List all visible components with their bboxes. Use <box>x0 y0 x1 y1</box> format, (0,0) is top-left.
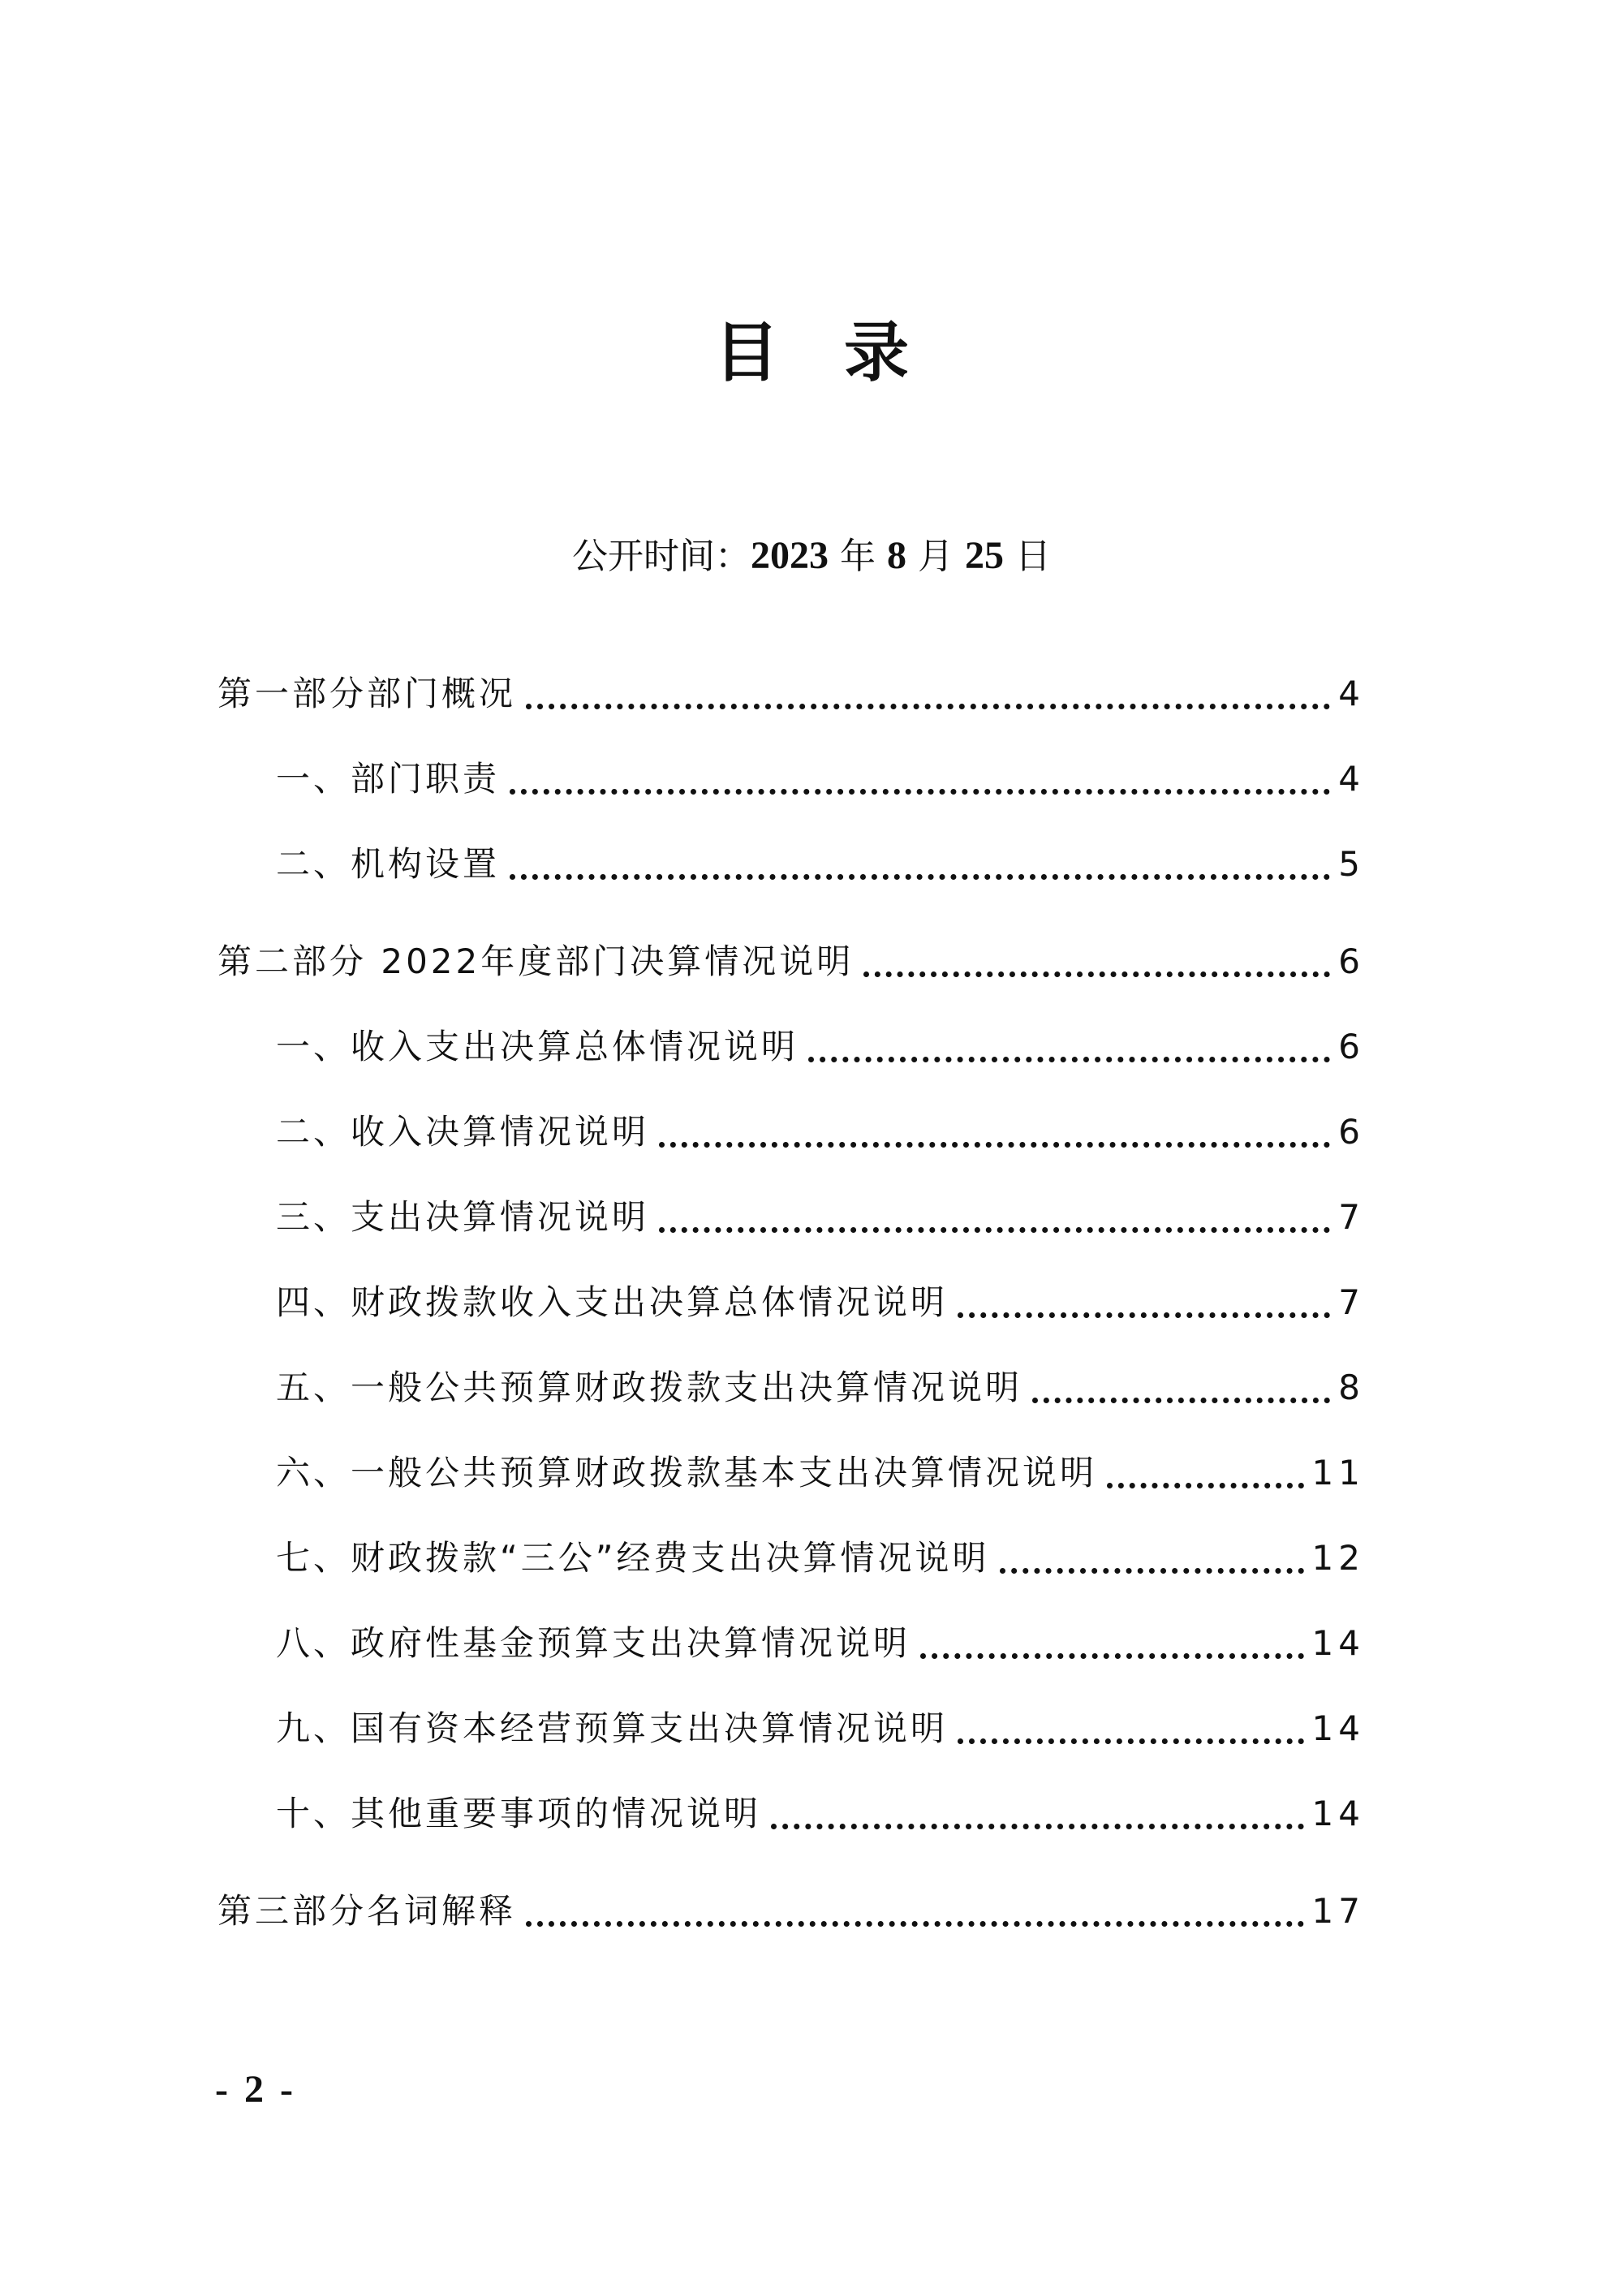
publish-day-unit: 日 <box>1015 536 1051 577</box>
toc-entry-part1[interactable] <box>217 666 1365 722</box>
toc-leader-dots <box>863 971 1330 977</box>
toc-entry-page: 14 <box>1311 1708 1365 1748</box>
toc-leader-dots <box>771 1824 1304 1829</box>
toc-entry-part2[interactable] <box>217 933 1365 990</box>
toc-entry-basic-expenditure[interactable] <box>276 1445 1365 1501</box>
toc-leader-dots <box>1107 1483 1304 1488</box>
toc-leader-dots <box>920 1653 1304 1659</box>
toc-entry-three-public[interactable] <box>276 1530 1365 1587</box>
toc-entry-label: 一、部门职责 <box>276 759 501 799</box>
toc-entry-general-budget[interactable] <box>276 1359 1365 1416</box>
toc-entry-fiscal-overall[interactable] <box>276 1274 1365 1331</box>
toc-entry-organization[interactable] <box>276 836 1365 893</box>
toc-leader-dots <box>510 874 1330 880</box>
toc-entry-label: 一、收入支出决算总体情况说明 <box>276 1027 799 1066</box>
toc-entry-part3[interactable] <box>217 1883 1365 1940</box>
toc-entry-label: 二、机构设置 <box>276 844 501 884</box>
toc-entry-page: 7 <box>1338 1282 1365 1322</box>
toc-entry-page: 17 <box>1311 1891 1365 1931</box>
publish-year-unit: 年 <box>840 536 876 577</box>
toc-entry-state-capital[interactable] <box>276 1700 1365 1757</box>
publish-year: 2023 <box>751 534 829 577</box>
toc-leader-dots <box>510 789 1330 795</box>
toc-entry-gov-fund[interactable] <box>276 1615 1365 1672</box>
toc-entry-label: 第二部分 2022年度部门决算情况说明 <box>217 941 855 981</box>
toc-entry-other-matters[interactable] <box>276 1786 1365 1842</box>
publish-day: 25 <box>965 534 1004 577</box>
toc-entry-page: 6 <box>1338 941 1365 981</box>
toc-leader-dots <box>1000 1568 1304 1574</box>
toc-entry-label: 九、国有资本经营预算支出决算情况说明 <box>276 1708 949 1748</box>
toc-leader-dots <box>526 1921 1304 1927</box>
toc-entry-income[interactable] <box>276 1104 1365 1161</box>
toc-entry-label: 第一部分部门概况 <box>217 674 517 713</box>
toc-leader-dots <box>526 704 1330 709</box>
toc-entry-duties[interactable] <box>276 751 1365 808</box>
toc-entry-label: 十、其他重要事项的情况说明 <box>276 1794 762 1833</box>
publish-month-unit: 月 <box>918 536 954 577</box>
toc-entry-label: 六、一般公共预算财政拨款基本支出决算情况说明 <box>276 1453 1098 1493</box>
toc-entry-page: 4 <box>1338 759 1365 799</box>
table-of-contents <box>217 0 1365 2296</box>
toc-entry-label: 七、财政拨款“三公”经费支出决算情况说明 <box>276 1538 990 1578</box>
toc-entry-label: 三、支出决算情况说明 <box>276 1197 650 1237</box>
toc-entry-page: 8 <box>1338 1368 1365 1407</box>
toc-leader-dots <box>958 1312 1330 1318</box>
toc-leader-dots <box>1032 1398 1330 1403</box>
toc-entry-page: 14 <box>1311 1623 1365 1663</box>
toc-title: 目录 <box>714 315 974 390</box>
page-number: - 2 - <box>215 2068 296 2111</box>
toc-entry-page: 14 <box>1311 1794 1365 1833</box>
toc-entry-expenditure[interactable] <box>276 1189 1365 1246</box>
publish-month: 8 <box>887 534 906 577</box>
toc-entry-label: 二、收入决算情况说明 <box>276 1112 650 1152</box>
toc-leader-dots <box>808 1057 1330 1062</box>
toc-entry-page: 7 <box>1338 1197 1365 1237</box>
toc-entry-page: 4 <box>1338 674 1365 713</box>
toc-entry-label: 五、一般公共预算财政拨款支出决算情况说明 <box>276 1368 1023 1407</box>
publish-time-label: 公开时间： <box>572 536 751 577</box>
toc-entry-page: 5 <box>1338 844 1365 884</box>
toc-entry-label: 第三部分名词解释 <box>217 1891 517 1931</box>
toc-entry-overall[interactable] <box>276 1019 1365 1075</box>
toc-leader-dots <box>958 1738 1304 1744</box>
toc-entry-page: 6 <box>1338 1112 1365 1152</box>
toc-entry-label: 四、财政拨款收入支出决算总体情况说明 <box>276 1282 949 1322</box>
toc-entry-page: 12 <box>1311 1538 1365 1578</box>
toc-leader-dots <box>659 1142 1330 1148</box>
toc-entry-page: 11 <box>1311 1453 1365 1493</box>
toc-entry-page: 6 <box>1338 1027 1365 1066</box>
toc-entry-label: 八、政府性基金预算支出决算情况说明 <box>276 1623 911 1663</box>
toc-leader-dots <box>659 1227 1330 1233</box>
